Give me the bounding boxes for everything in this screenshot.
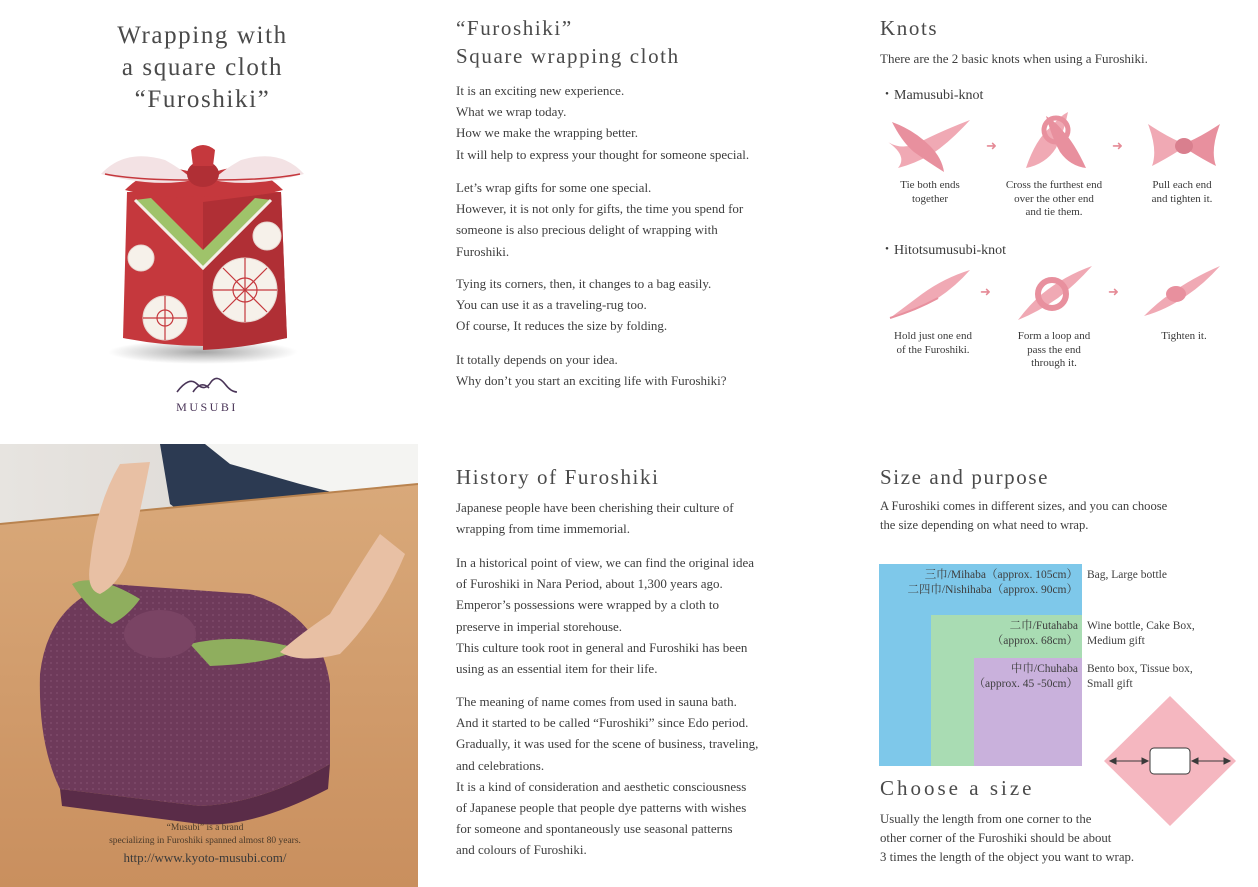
size-label-line: 中巾/Chuhaba xyxy=(1010,663,1078,675)
caption-line: “Musubi” is a brand xyxy=(166,823,244,833)
hitotsumusubi-step-1-caption xyxy=(874,330,992,357)
sizes-intro xyxy=(880,497,1167,534)
caption-line: through it. xyxy=(1031,357,1077,370)
wrapped-gift-image xyxy=(95,140,310,365)
text-line: The meaning of name comes from used in sauna bath. xyxy=(456,694,737,709)
musubi-logo xyxy=(152,374,262,414)
text-line: and colours of Furoshiki. xyxy=(456,842,587,858)
text-line: of Furoshiki in Nara Period, about 1,300 years ago. xyxy=(456,576,723,592)
text-line: Gradually, it was used for the scene of business, traveling, xyxy=(456,736,759,752)
intro-title-line: Wrapping with xyxy=(117,22,288,49)
text-line: It is an exciting new experience. xyxy=(456,83,625,98)
text-line: You can use it as a traveling-rug too. xyxy=(456,297,647,313)
purpose-line: Medium gift xyxy=(1087,634,1145,647)
step-arrow-icon: ➜ xyxy=(1112,138,1123,153)
caption-line: specializing in Furoshiki spanned almost 80 years. xyxy=(109,836,301,846)
size-label-line: 二巾/Futahaba xyxy=(1009,620,1078,632)
intro-title xyxy=(60,20,345,116)
musubi-logo-mark xyxy=(175,374,239,394)
text-line: other corner of the Furoshiki should be about xyxy=(880,830,1112,845)
hitotsumusubi-step-2-image xyxy=(1014,262,1096,324)
about-title-line: “Furoshiki” xyxy=(456,16,573,40)
text-line: However, it is not only for gifts, the time you spend for xyxy=(456,201,744,217)
history-paragraph xyxy=(456,552,754,679)
text-line: wrapping from time immemorial. xyxy=(456,521,631,537)
mamusubi-heading: ・Mamusubi-knot xyxy=(880,88,984,103)
size-label-line: 二四巾/Nishihaba（approx. 90cm） xyxy=(907,583,1078,596)
history-title: History of Furoshiki xyxy=(456,465,660,489)
purpose-line: Wine bottle, Cake Box, xyxy=(1087,620,1195,632)
text-line: 3 times the length of the object you want to wrap. xyxy=(880,849,1135,864)
step-arrow-icon: ➜ xyxy=(980,284,991,299)
text-line: It will help to express your thought for someone special. xyxy=(456,146,750,162)
text-line: Of course, It reduces the size by folding. xyxy=(456,318,668,334)
knots-intro: There are the 2 basic knots when using a Furoshiki. xyxy=(880,51,1148,66)
text-line: the size depending on what need to wrap. xyxy=(880,517,1089,532)
caption-line: Tighten it. xyxy=(1161,330,1207,342)
text-line: Why don’t you start an exciting life with Furoshiki? xyxy=(456,373,727,389)
hitotsumusubi-step-3-caption xyxy=(1136,330,1232,344)
intro-title-line: a square cloth xyxy=(121,54,284,81)
hitotsumusubi-heading: ・Hitotsumusubi-knot xyxy=(880,243,1007,258)
caption-line: and tighten it. xyxy=(1151,192,1213,205)
caption-line: of the Furoshiki. xyxy=(896,343,970,356)
sizes-title: Size and purpose xyxy=(880,465,1050,489)
caption-line: pass the end xyxy=(1027,343,1081,356)
text-line: What we wrap today. xyxy=(456,104,567,120)
text-line: It totally depends on your idea. xyxy=(456,352,618,367)
text-line: In a historical point of view, we can find the original idea xyxy=(456,555,755,570)
size-label-line: （approx. 45 -50cm） xyxy=(973,677,1078,690)
text-line: someone is also precious delight of wrapping with xyxy=(456,222,718,238)
about-paragraph xyxy=(456,177,743,262)
mamusubi-step-1-image xyxy=(884,112,976,174)
about-paragraph xyxy=(456,273,711,337)
size-label-mihaba xyxy=(907,568,1078,597)
text-line: preserve in imperial storehouse. xyxy=(456,618,623,634)
hitotsumusubi-step-2-caption xyxy=(996,330,1112,371)
furoshiki-size-diagram xyxy=(1102,694,1238,828)
text-line: A Furoshiki comes in different sizes, and you can choose xyxy=(880,499,1168,513)
size-purpose-futahaba xyxy=(1087,619,1195,648)
mamusubi-step-2-image xyxy=(1016,108,1096,174)
size-purpose-mihaba xyxy=(1087,568,1167,583)
about-title-line: Square wrapping cloth xyxy=(456,44,680,68)
text-line: Usually the length from one corner to the xyxy=(880,812,1092,826)
text-line: and celebrations. xyxy=(456,757,545,773)
caption-line: Tie both ends xyxy=(900,179,960,191)
intro-title-line: “Furoshiki” xyxy=(134,86,271,113)
about-title xyxy=(456,14,680,70)
purpose-line: Bag, Large bottle xyxy=(1087,569,1167,581)
hitotsumusubi-step-3-image xyxy=(1140,262,1224,320)
mamusubi-step-1-caption xyxy=(874,179,986,206)
logo-text: MUSUBI xyxy=(176,400,238,414)
caption-line: and tie them. xyxy=(1025,206,1083,219)
choose-size-text xyxy=(880,810,1134,866)
text-line: of Japanese people that people dye patterns with wishes xyxy=(456,800,747,816)
step-arrow-icon: ➜ xyxy=(1108,284,1119,299)
history-paragraph xyxy=(456,497,734,539)
text-line: Furoshiki. xyxy=(456,243,510,259)
text-line: Tying its corners, then, it changes to a bag easily. xyxy=(456,276,712,291)
about-paragraph xyxy=(456,349,727,391)
text-line: Emperor’s possessions were wrapped by a cloth to xyxy=(456,597,719,613)
size-label-futahaba xyxy=(992,619,1078,648)
step-arrow-icon: ➜ xyxy=(986,138,997,153)
wrapping-photo xyxy=(0,444,418,887)
size-label-chuhaba xyxy=(974,662,1078,691)
text-line: And it started to be called “Furoshiki” since Edo period. xyxy=(456,715,749,731)
mamusubi-step-2-caption xyxy=(988,179,1120,220)
text-line: This culture took root in general and Furoshiki has been xyxy=(456,639,748,655)
mamusubi-step-3-caption xyxy=(1128,179,1236,206)
text-line: Japanese people have been cherishing their culture of xyxy=(456,500,734,515)
size-label-line: （approx. 68cm） xyxy=(991,634,1078,647)
knots-title: Knots xyxy=(880,16,939,40)
caption-line: Hold just one end xyxy=(894,330,972,342)
text-line: How we make the wrapping better. xyxy=(456,125,638,141)
caption-line: together xyxy=(911,192,949,205)
caption-line: Form a loop and xyxy=(1017,330,1091,342)
purpose-line: Small gift xyxy=(1087,677,1133,690)
text-line: Let’s wrap gifts for some one special. xyxy=(456,180,652,195)
history-paragraph xyxy=(456,691,758,861)
caption-line: over the other end xyxy=(1014,192,1094,205)
mamusubi-step-3-image xyxy=(1146,120,1222,170)
about-paragraph xyxy=(456,80,749,165)
caption-line: Pull each end xyxy=(1152,179,1212,191)
brand-caption xyxy=(40,822,370,848)
text-line: using as an essential item for their life. xyxy=(456,661,658,677)
choose-size-title: Choose a size xyxy=(880,776,1035,800)
caption-line: Cross the furthest end xyxy=(1005,179,1103,191)
purpose-line: Bento box, Tissue box, xyxy=(1087,663,1193,675)
brand-url-link[interactable]: http://www.kyoto-musubi.com/ xyxy=(123,850,287,865)
size-purpose-chuhaba xyxy=(1087,662,1193,691)
text-line: It is a kind of consideration and aesthetic consciousness xyxy=(456,778,747,794)
hitotsumusubi-step-1-image xyxy=(886,266,972,322)
size-label-line: 三巾/Mihaba（approx. 105cm） xyxy=(924,569,1078,581)
text-line: for someone and spontaneously use seasonal patterns xyxy=(456,821,733,837)
